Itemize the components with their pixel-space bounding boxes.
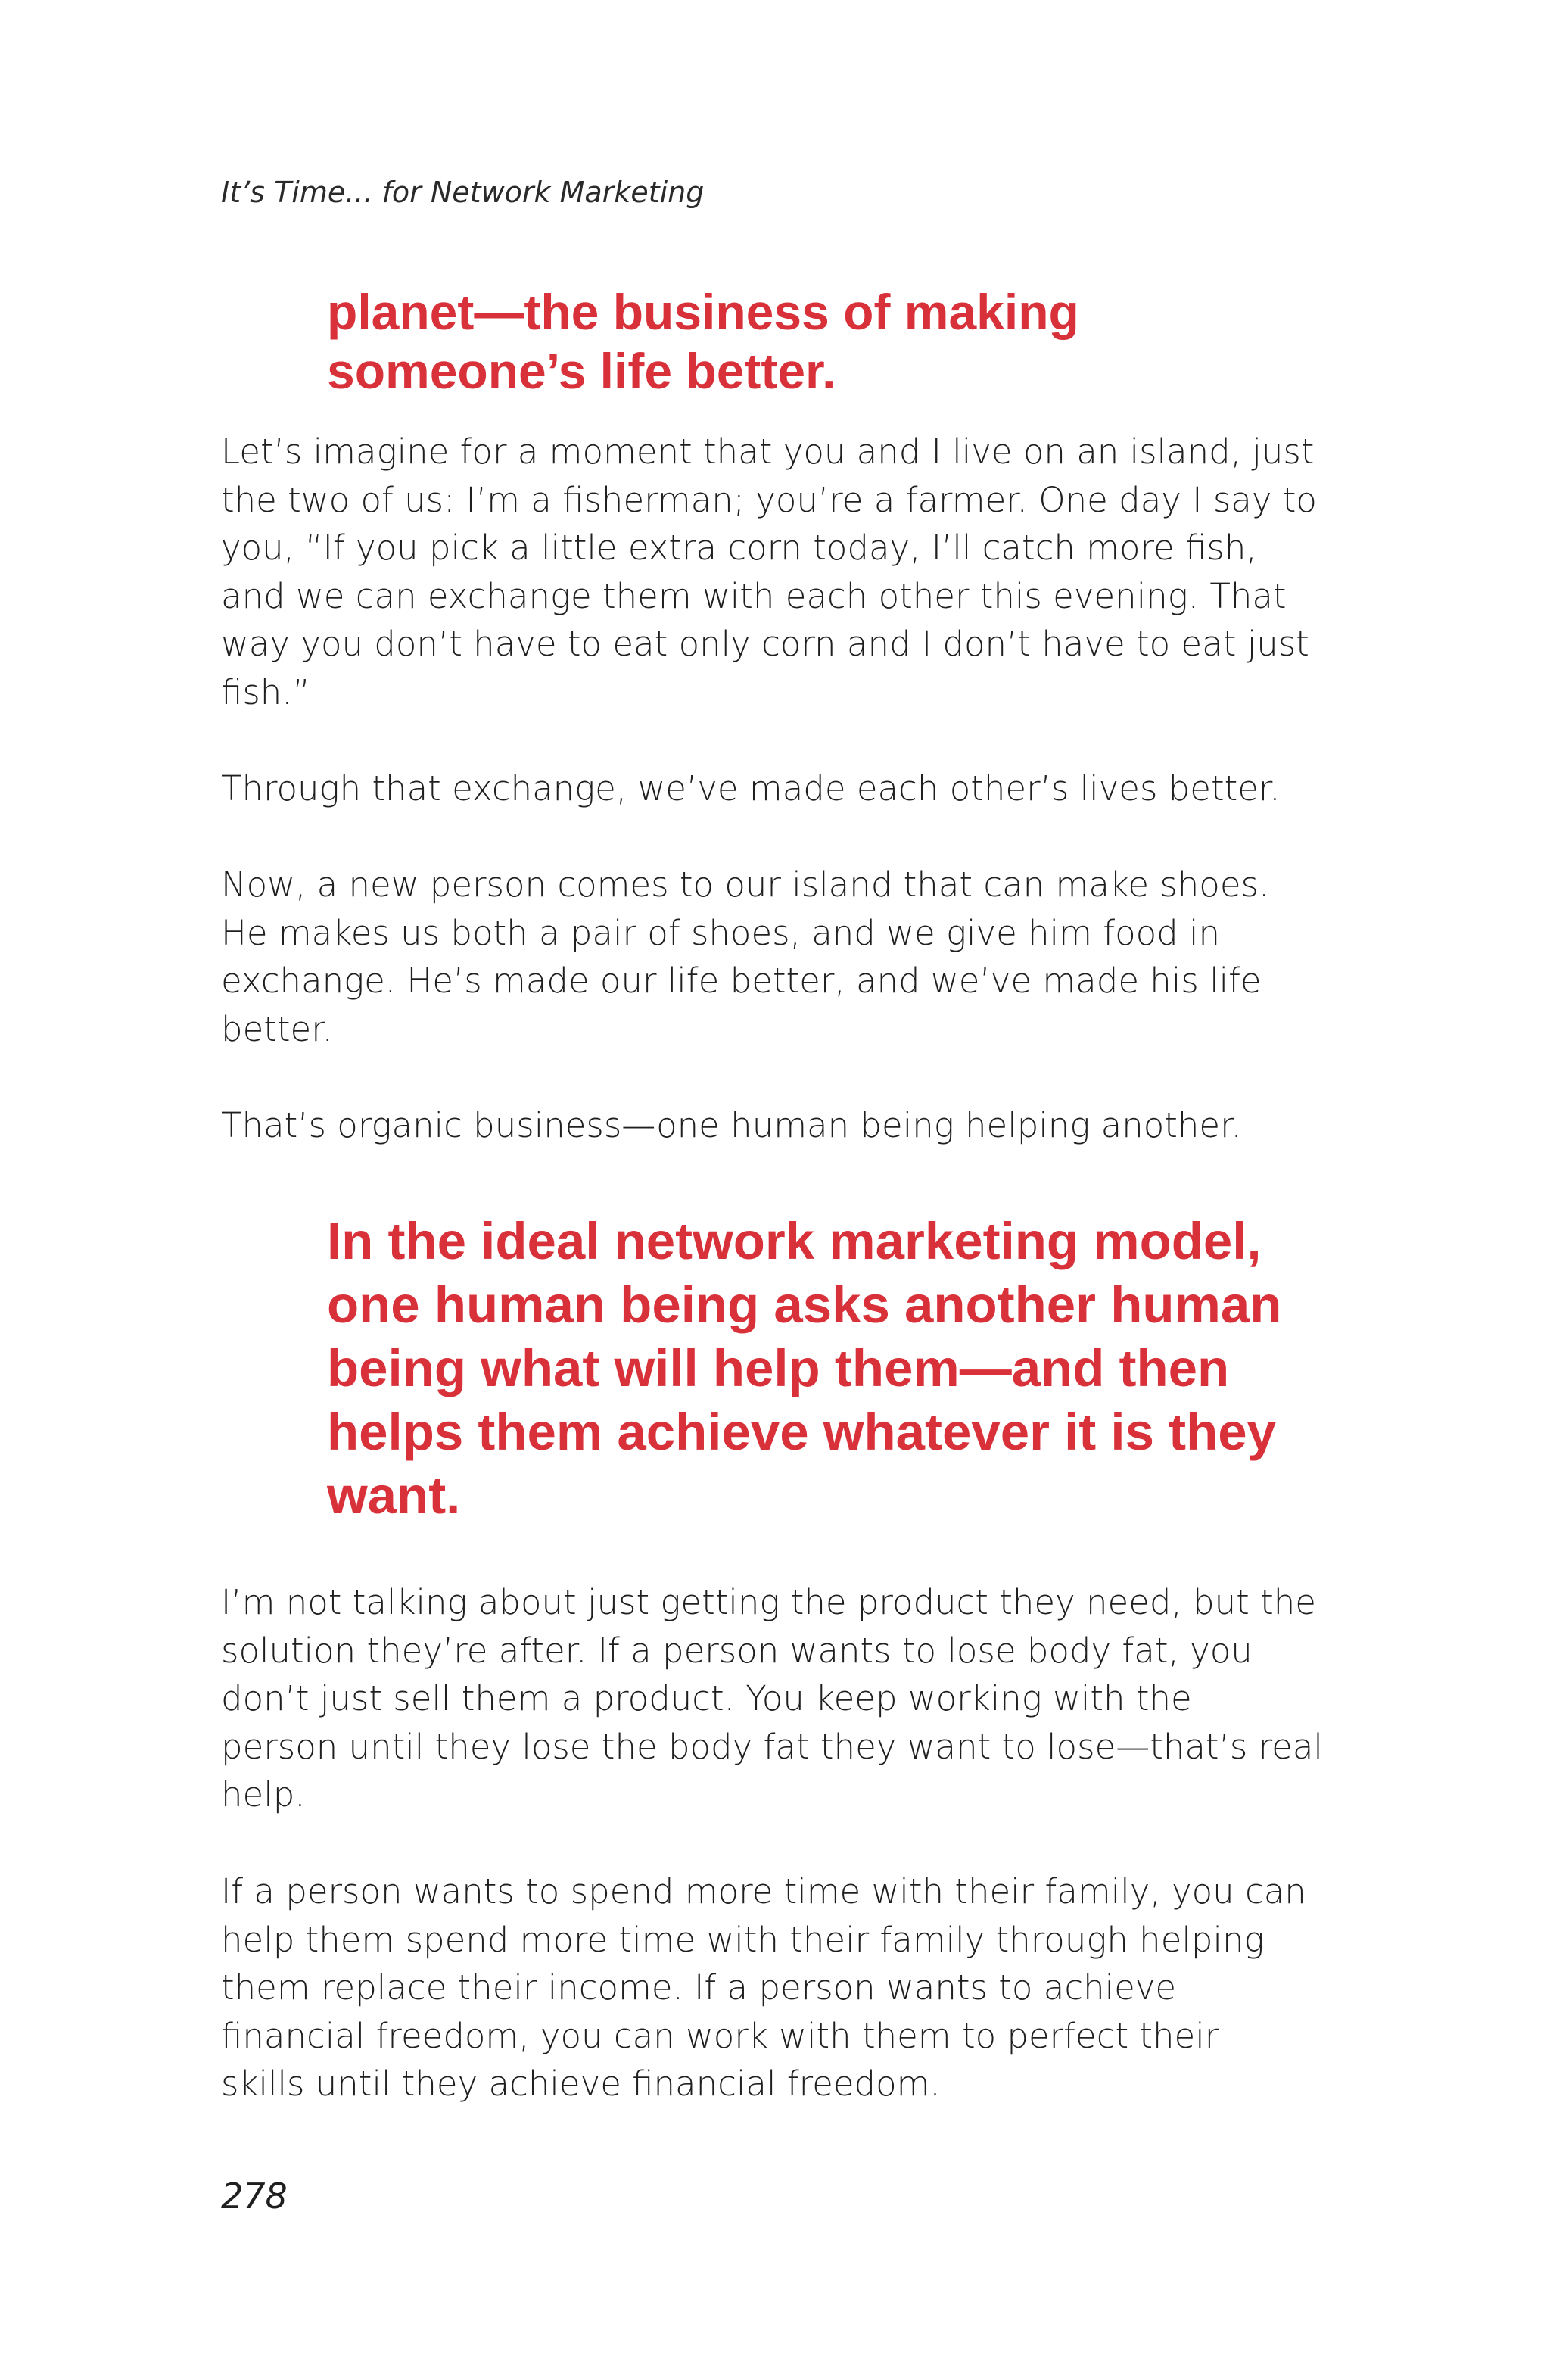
pull-quote-line: planet—the business of making — [327, 284, 1079, 340]
text-line: Through that exchange, we’ve made each other’s lives better. — [221, 768, 1281, 808]
pull-quote-line: being what will help them—and then — [327, 1339, 1230, 1397]
text-line: don’t just sell them a product. You keep working with the — [221, 1678, 1192, 1718]
text-line: and we can exchange them with each other this evening. That — [221, 575, 1287, 616]
text-line: exchange. He’s made our life better, and we’ve made his life — [221, 961, 1262, 1001]
text-line: If a person wants to spend more time with their family, you can — [221, 1871, 1306, 1911]
page-number: 278 — [221, 2176, 288, 2216]
text-line: financial freedom, you can work with them to perfect their — [221, 2015, 1219, 2056]
text-line: That’s organic business—one human being helping another. — [221, 1105, 1242, 1145]
text-line: better. — [221, 1008, 333, 1049]
text-line: them replace their income. If a person wants to achieve — [221, 1967, 1177, 2008]
text-line: Let’s imagine for a moment that you and I live on an island, just — [221, 431, 1315, 472]
pull-quote-middle — [327, 1210, 1387, 1528]
text-line: the two of us: I’m a fisherman; you’re a farmer. One day I say to — [221, 479, 1317, 520]
text-line: He makes us both a pair of shoes, and we give him food in — [221, 912, 1221, 953]
pull-quote-top — [327, 282, 1387, 400]
paragraph-island-story — [221, 428, 1341, 716]
text-line: way you don’t have to eat only corn and I don’t have to eat just — [221, 624, 1309, 664]
pull-quote-line: In the ideal network marketing model, — [327, 1212, 1262, 1270]
text-line: I’m not talking about just getting the product they need, but the — [221, 1582, 1316, 1622]
pull-quote-line: helps them achieve whatever it is they — [327, 1403, 1276, 1461]
paragraph-solution — [221, 1578, 1341, 1819]
paragraph-exchange — [221, 765, 1341, 813]
paragraph-family-time — [221, 1868, 1341, 2108]
text-line: solution they’re after. If a person wants to lose body fat, you — [221, 1630, 1253, 1671]
text-line: fish.” — [221, 671, 310, 712]
text-line: skills until they achieve financial freedom. — [221, 2064, 941, 2104]
text-line: Now, a new person comes to our island that can make shoes. — [221, 864, 1270, 905]
pull-quote-line: someone’s life better. — [327, 343, 836, 399]
text-line: help them spend more time with their family through helping — [221, 1919, 1265, 1960]
paragraph-new-person — [221, 861, 1341, 1053]
pull-quote-line: want. — [327, 1466, 461, 1525]
pull-quote-line: one human being asks another human — [327, 1276, 1282, 1334]
text-line: help. — [221, 1774, 306, 1815]
running-head: It’s Time... for Network Marketing — [221, 176, 705, 209]
text-line: person until they lose the body fat they want to lose—that’s real — [221, 1726, 1323, 1767]
paragraph-organic-business — [221, 1101, 1341, 1150]
text-line: you, “If you pick a little extra corn today, I’ll catch more fish, — [221, 528, 1257, 568]
